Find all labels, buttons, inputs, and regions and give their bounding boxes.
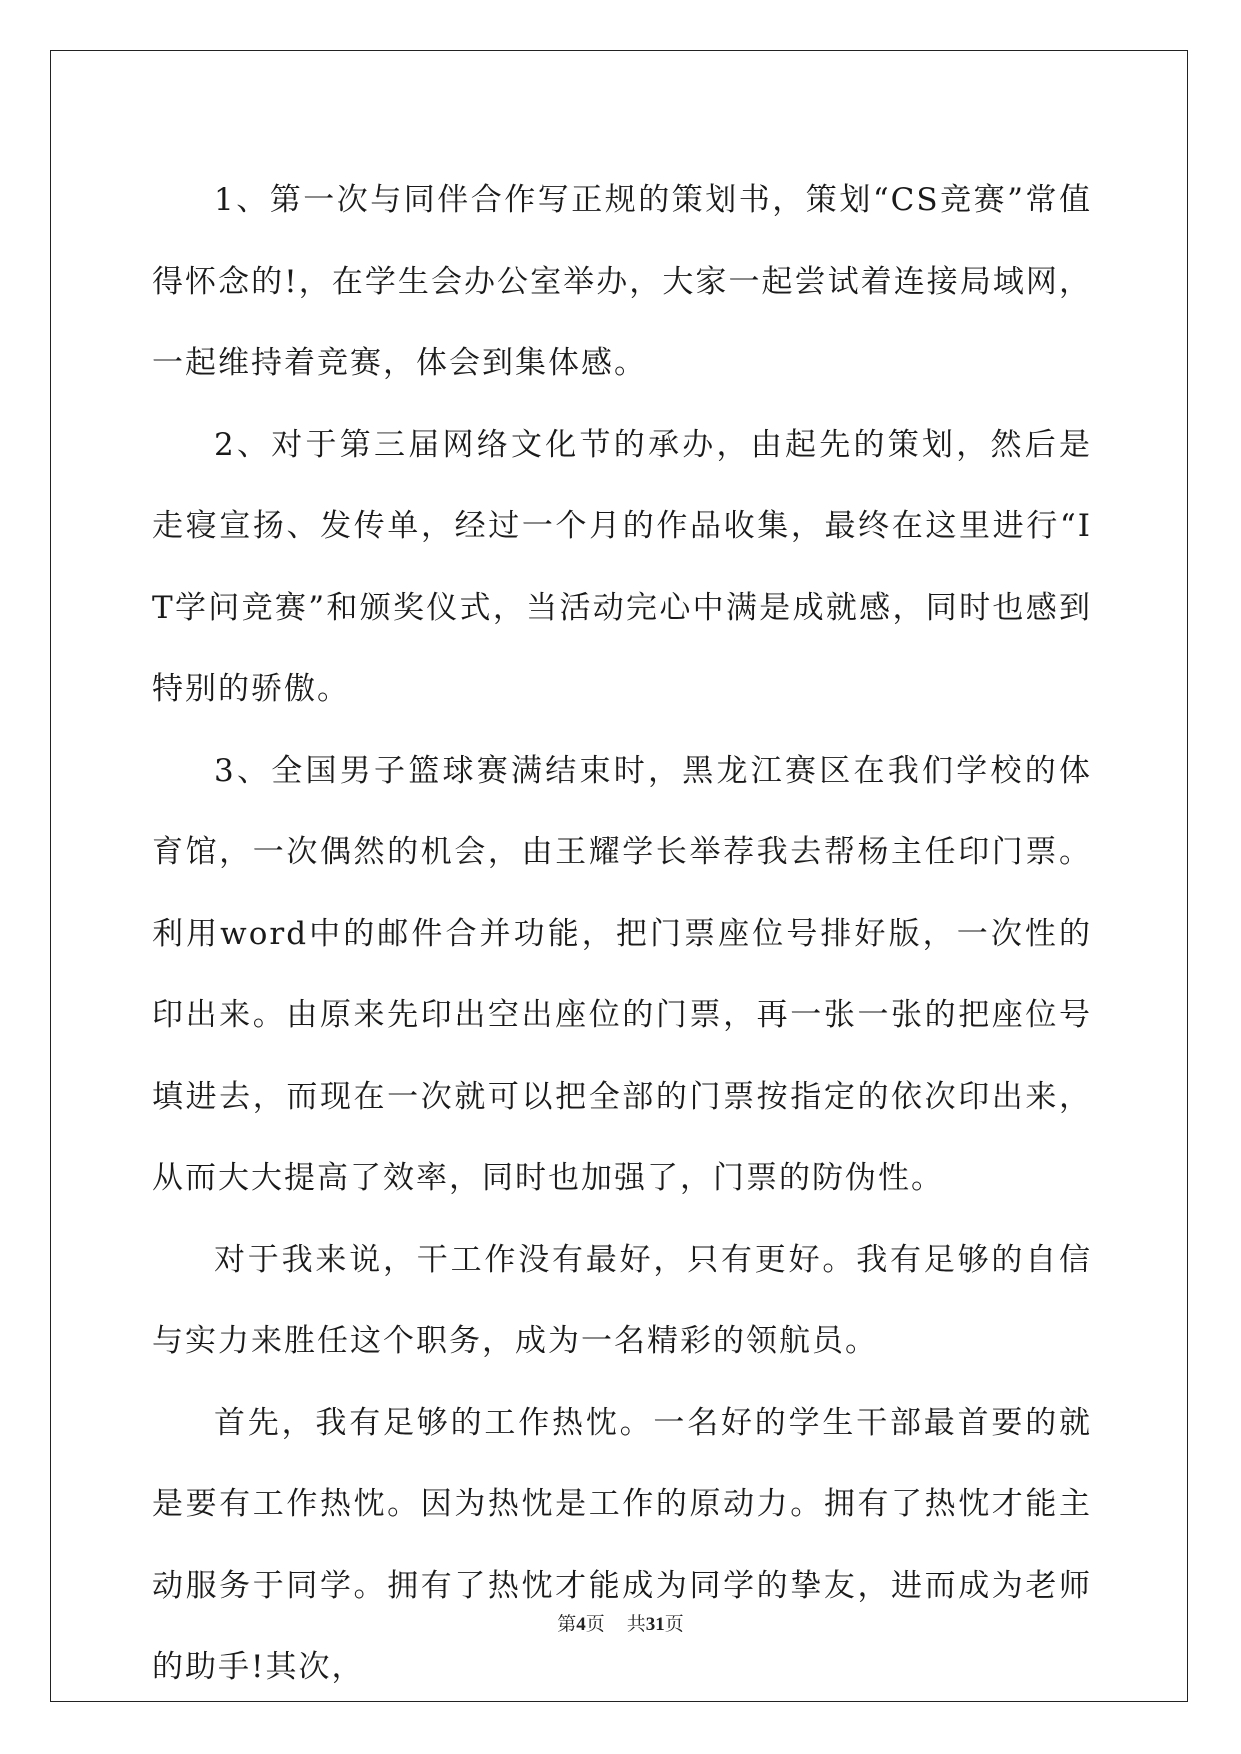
footer-total-prefix: 共: [626, 1613, 646, 1635]
current-page-number: 4: [576, 1614, 586, 1635]
paragraph-5: 首先，我有足够的工作热忱。一名好的学生干部最首要的就是要有工作热忱。因为热忱是工作的原动力。拥有了热忱才能主动服务于同学。拥有了热忱才能成为同学的挚友，进而成为老师的助手!其次，: [152, 1404, 1092, 1685]
paragraph-2: 2、对于第三届网络文化节的承办，由起先的策划，然后是走寝宣扬、发传单，经过一个月的作品收集，最终在这里进行“IT学问竞赛”和颁奖仪式，当活动完心中满是成就感，同时也感到特别的骄傲。: [152, 426, 1092, 707]
page-footer: [0, 1609, 1241, 1636]
footer-page-suffix: 页: [585, 1613, 605, 1635]
paragraph-1: 1、第一次与同伴合作写正规的策划书，策划“CS竞赛”常值得怀念的!，在学生会办公室举办，大家一起尝试着连接局域网，一起维持着竞赛，体会到集体感。: [152, 182, 1092, 381]
paragraph-4: 对于我来说，干工作没有最好，只有更好。我有足够的自信与实力来胜任这个职务，成为一名精彩的领航员。: [152, 1241, 1092, 1359]
paragraph-3: 3、全国男子篮球赛满结束时，黑龙江赛区在我们学校的体育馆，一次偶然的机会，由王耀学长举荐我去帮杨主任印门票。利用word中的邮件合并功能，把门票座位号排好版，一次性的印出来。由原来先印出空出座位的门票，再一张一张的把座位号填进去，而现在一次就可以把全部的门票按指定的依次印出来，从而大大提高了效率，同时也加强了，门票的防伪性。: [152, 752, 1092, 1196]
footer-total-suffix: 页: [664, 1613, 684, 1635]
total-page-count: 31: [645, 1614, 665, 1635]
document-body: [152, 160, 1092, 1709]
footer-prefix: 第: [557, 1613, 577, 1635]
